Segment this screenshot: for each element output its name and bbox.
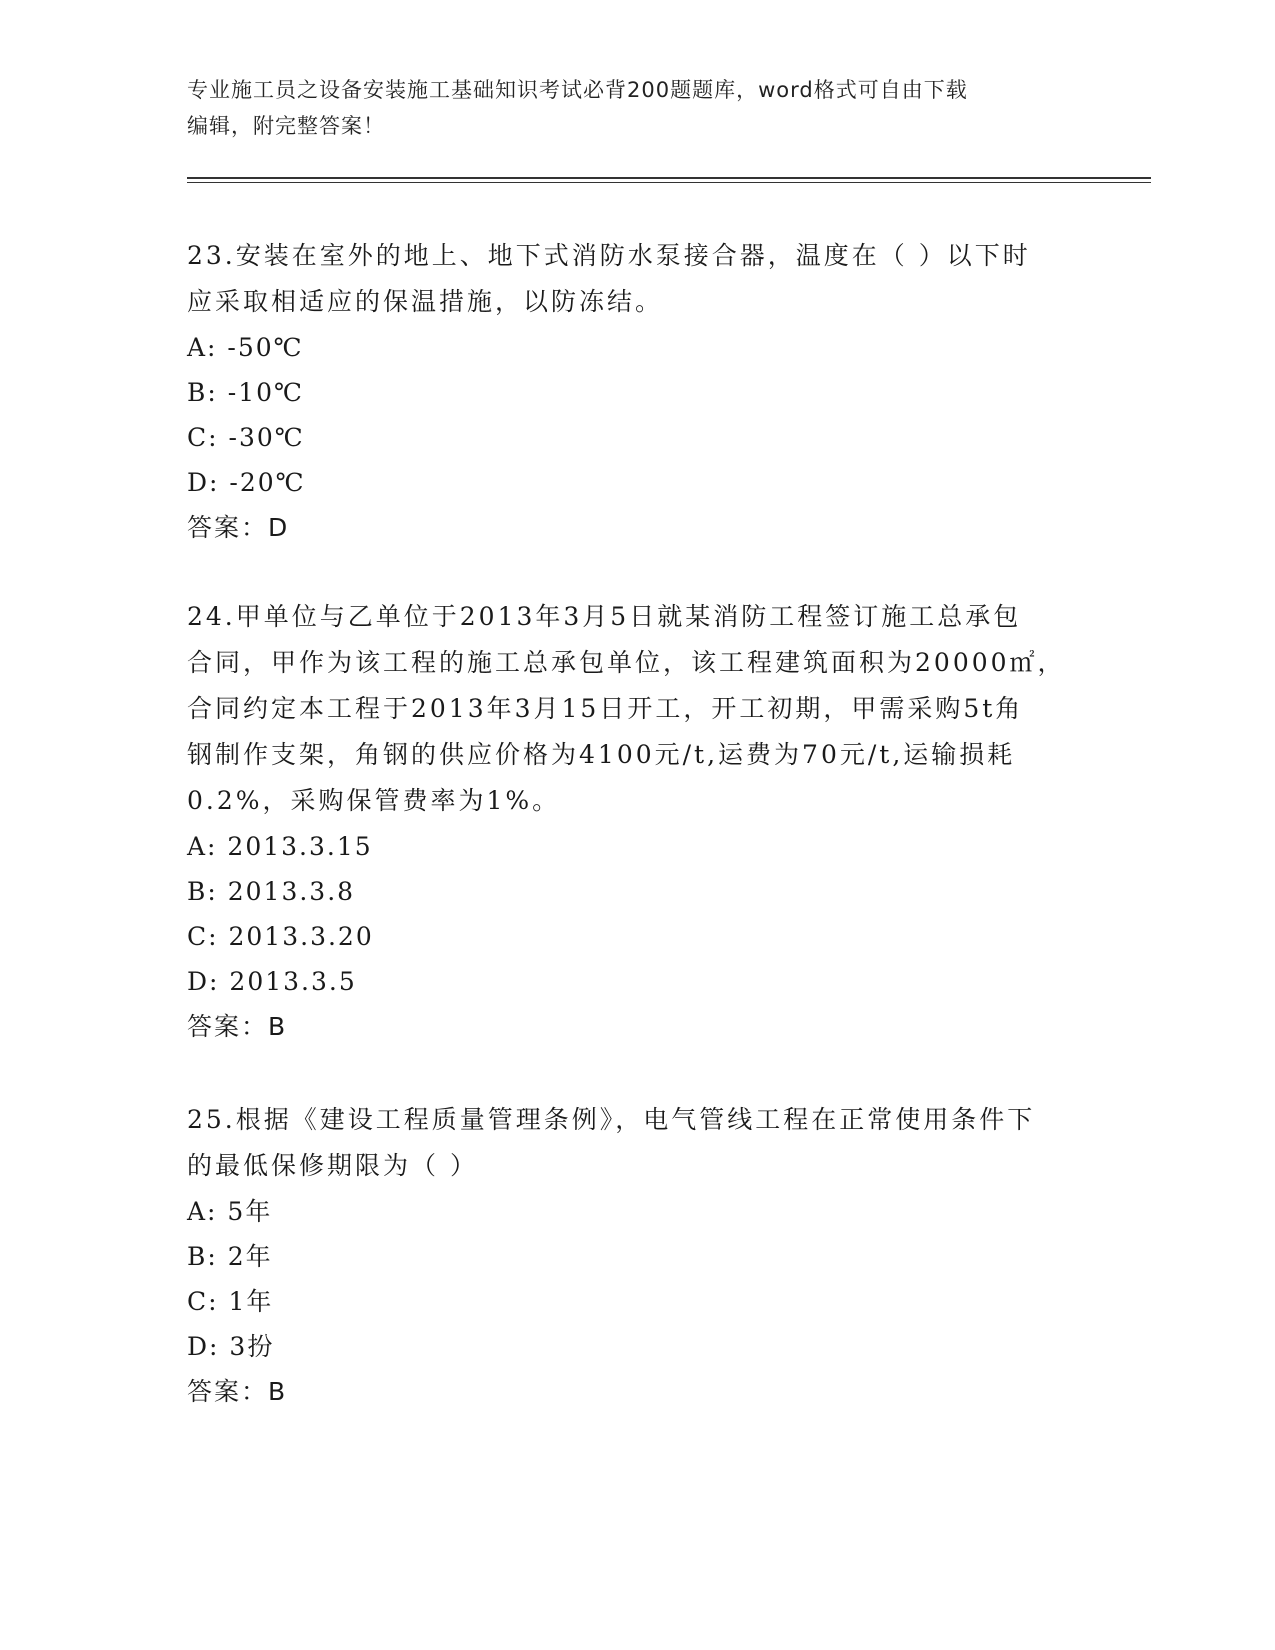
option-a: A: 5年 — [187, 1197, 273, 1226]
question-stem-line: 24.甲单位与乙单位于2013年3月5日就某消防工程签订施工总承包 — [187, 602, 1022, 631]
question-stem-line: 钢制作支架，角钢的供应价格为4100元/t,运费为70元/t,运输损耗 — [187, 740, 1016, 769]
option-d: D: 3扮 — [187, 1332, 275, 1361]
option-c: C: 1年 — [187, 1287, 274, 1316]
option-d: D: -20℃ — [187, 468, 306, 497]
question-stem-line: 0.2%，采购保管费率为1%。 — [187, 786, 561, 815]
header-line-1: 专业施工员之设备安装施工基础知识考试必背200题题库，word格式可自由下载 — [187, 78, 968, 102]
header-divider-thick — [187, 177, 1151, 179]
question-24 — [187, 594, 1067, 1050]
option-b: B: -10℃ — [187, 378, 304, 407]
option-c: C: 2013.3.20 — [187, 922, 374, 951]
answer-line: 答案：B — [187, 1377, 288, 1406]
header-line-2: 编辑，附完整答案！ — [187, 114, 385, 138]
question-stem-line: 的最低保修期限为（ ） — [187, 1151, 478, 1180]
question-23 — [187, 233, 1067, 551]
option-a: A: 2013.3.15 — [187, 832, 373, 861]
option-b: B: 2013.3.8 — [187, 877, 356, 906]
question-stem-line: 合同约定本工程于2013年3月15日开工，开工初期，甲需采购5t角 — [187, 694, 1024, 723]
answer-line: 答案：D — [187, 513, 290, 542]
option-c: C: -30℃ — [187, 423, 305, 452]
header-divider-thin — [187, 182, 1151, 183]
document-header — [187, 72, 1087, 144]
question-stem-line: 合同，甲作为该工程的施工总承包单位，该工程建筑面积为20000㎡， — [187, 648, 1066, 677]
option-a: A: -50℃ — [187, 333, 304, 362]
option-d: D: 2013.3.5 — [187, 967, 357, 996]
question-25 — [187, 1097, 1067, 1415]
option-b: B: 2年 — [187, 1242, 273, 1271]
question-stem-line: 应采取相适应的保温措施，以防冻结。 — [187, 287, 664, 316]
answer-line: 答案：B — [187, 1012, 288, 1041]
question-stem-line: 23.安装在室外的地上、地下式消防水泵接合器，温度在（ ）以下时 — [187, 241, 1031, 270]
question-stem-line: 25.根据《建设工程质量管理条例》，电气管线工程在正常使用条件下 — [187, 1105, 1036, 1134]
